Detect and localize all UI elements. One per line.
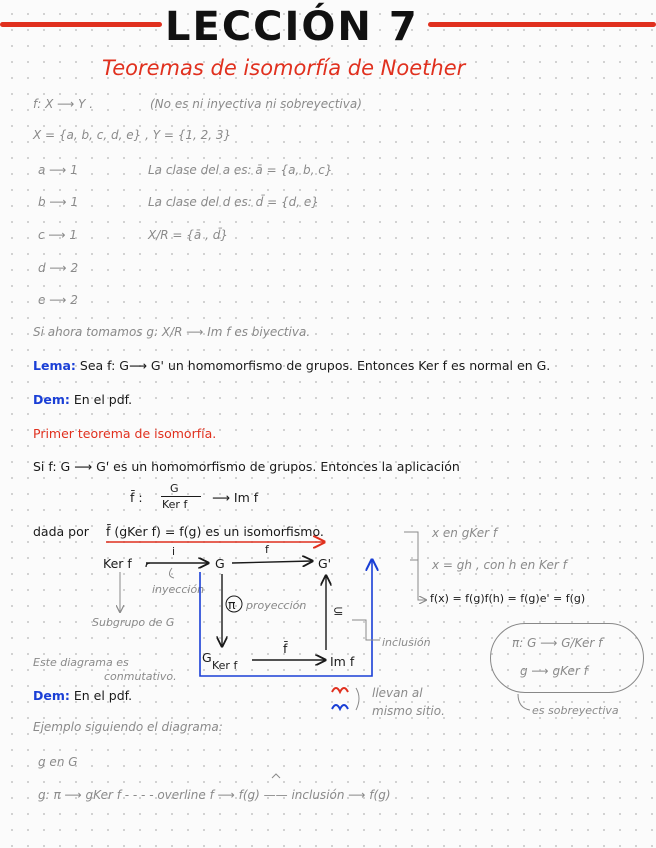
diagram-inyeccion: inyección [152,583,205,596]
theorem-heading: Primer teorema de isomorfía. [33,426,217,441]
theorem-line-3-pre: dada por [33,524,89,539]
theorem-frac-den: Ker f [162,498,188,511]
demo-2-text: En el pdf. [73,688,133,703]
diagram-pi: π [228,597,236,612]
diagram-f-top: f [265,543,269,556]
theorem-line-3-formula: f̄ (gKer f) = f(g) es un isomorfismo. [106,524,324,539]
diagram-quotient-num: G [202,650,212,665]
cloud-line-1: π: G ⟶ G/Ker f [512,636,603,650]
diagram-G: G [215,556,225,571]
diagram-i-label: i [172,545,176,558]
example-class-a: La clase del a es: ā = {a, b, c} [148,163,333,177]
theorem-line-1: Si f: G ⟶ G' es un homomorfismo de grupos. Entonces la aplicación [33,459,460,474]
example-row-d: d ⟶ 2 [38,261,79,275]
page-subtitle: Teoremas de isomorfía de Noether [102,56,466,80]
note-x-in-coset: x en gKer f [432,526,498,540]
example-row-e: e ⟶ 2 [38,293,78,307]
example-quotient: X/R = {ā , d̄} [148,228,228,242]
diagram-kerf: Ker f [103,556,132,571]
example-bijective: Si ahora tomamos g: X/R ⟶ Im f es biyectiva. [33,325,311,339]
diagram-subset: ⊆ [333,603,344,618]
follow-heading: Ejemplo siguiendo el diagrama: [33,720,223,734]
example-sets: X = {a, b, c, d, e} , Y = {1, 2, 3} [33,128,232,142]
diagram-conmutativo-2: conmutativo. [104,670,177,683]
theorem-frac-num: G [170,482,179,495]
diagram-inclusion: inclusión [382,636,431,649]
projection-cloud [490,623,644,693]
demo-2 [33,688,132,703]
diagram-Gprime: G' [318,556,332,571]
example-row-b: b ⟶ 1 [38,195,79,209]
cloud-line-2: g ⟶ gKer f [520,664,588,678]
legend-line-1: llevan al [372,686,423,700]
note-x-decomposition: x = gh , con h en Ker f [432,558,567,572]
lemma-label: Lema: [33,358,76,373]
diagram-proyeccion: proyección [246,599,307,612]
example-class-d: La clase del d es: d̄ = {d, e} [148,195,319,209]
example-map-note: (No es ni inyectiva ni sobreyectiva) [150,97,362,111]
page-title: LECCIÓN 7 [165,4,419,50]
cloud-caption: es sobreyectiva [532,704,619,717]
diagram-subgrupo: Subgrupo de G [92,616,175,629]
demo-1-label: Dem: [33,392,70,407]
theorem-fbar-lhs: f̄ : [130,490,143,505]
example-row-a: a ⟶ 1 [38,163,78,177]
diagram-imf: Im f [330,654,355,669]
note-f-of-x: f(x) = f(g)f(h) = f(g)e' = f(g) [430,592,586,605]
diagram-fbar: f̄ [283,641,288,656]
lemma-text: Sea f: G⟶ G' un homomorfismo de grupos. Entonces Ker f es normal en G. [79,358,551,373]
follow-line-2: g: π ⟶ gKer f - - - - overline f ⟶ f(g) —— inclusión ⟶ f(g) [38,788,391,802]
follow-line-1: g en G [38,755,78,769]
diagram-conmutativo-1: Este diagrama es [33,656,129,669]
legend-line-2: mismo sitio. [372,704,445,718]
diagram-quotient-den: Ker f [212,659,238,672]
example-row-c: c ⟶ 1 [38,228,78,242]
demo-1-text: En el pdf. [73,392,133,407]
demo-2-label: Dem: [33,688,70,703]
theorem-fbar-rhs: ⟶ Im f [212,490,259,505]
example-map: f: X ⟶ Y . [33,97,94,111]
